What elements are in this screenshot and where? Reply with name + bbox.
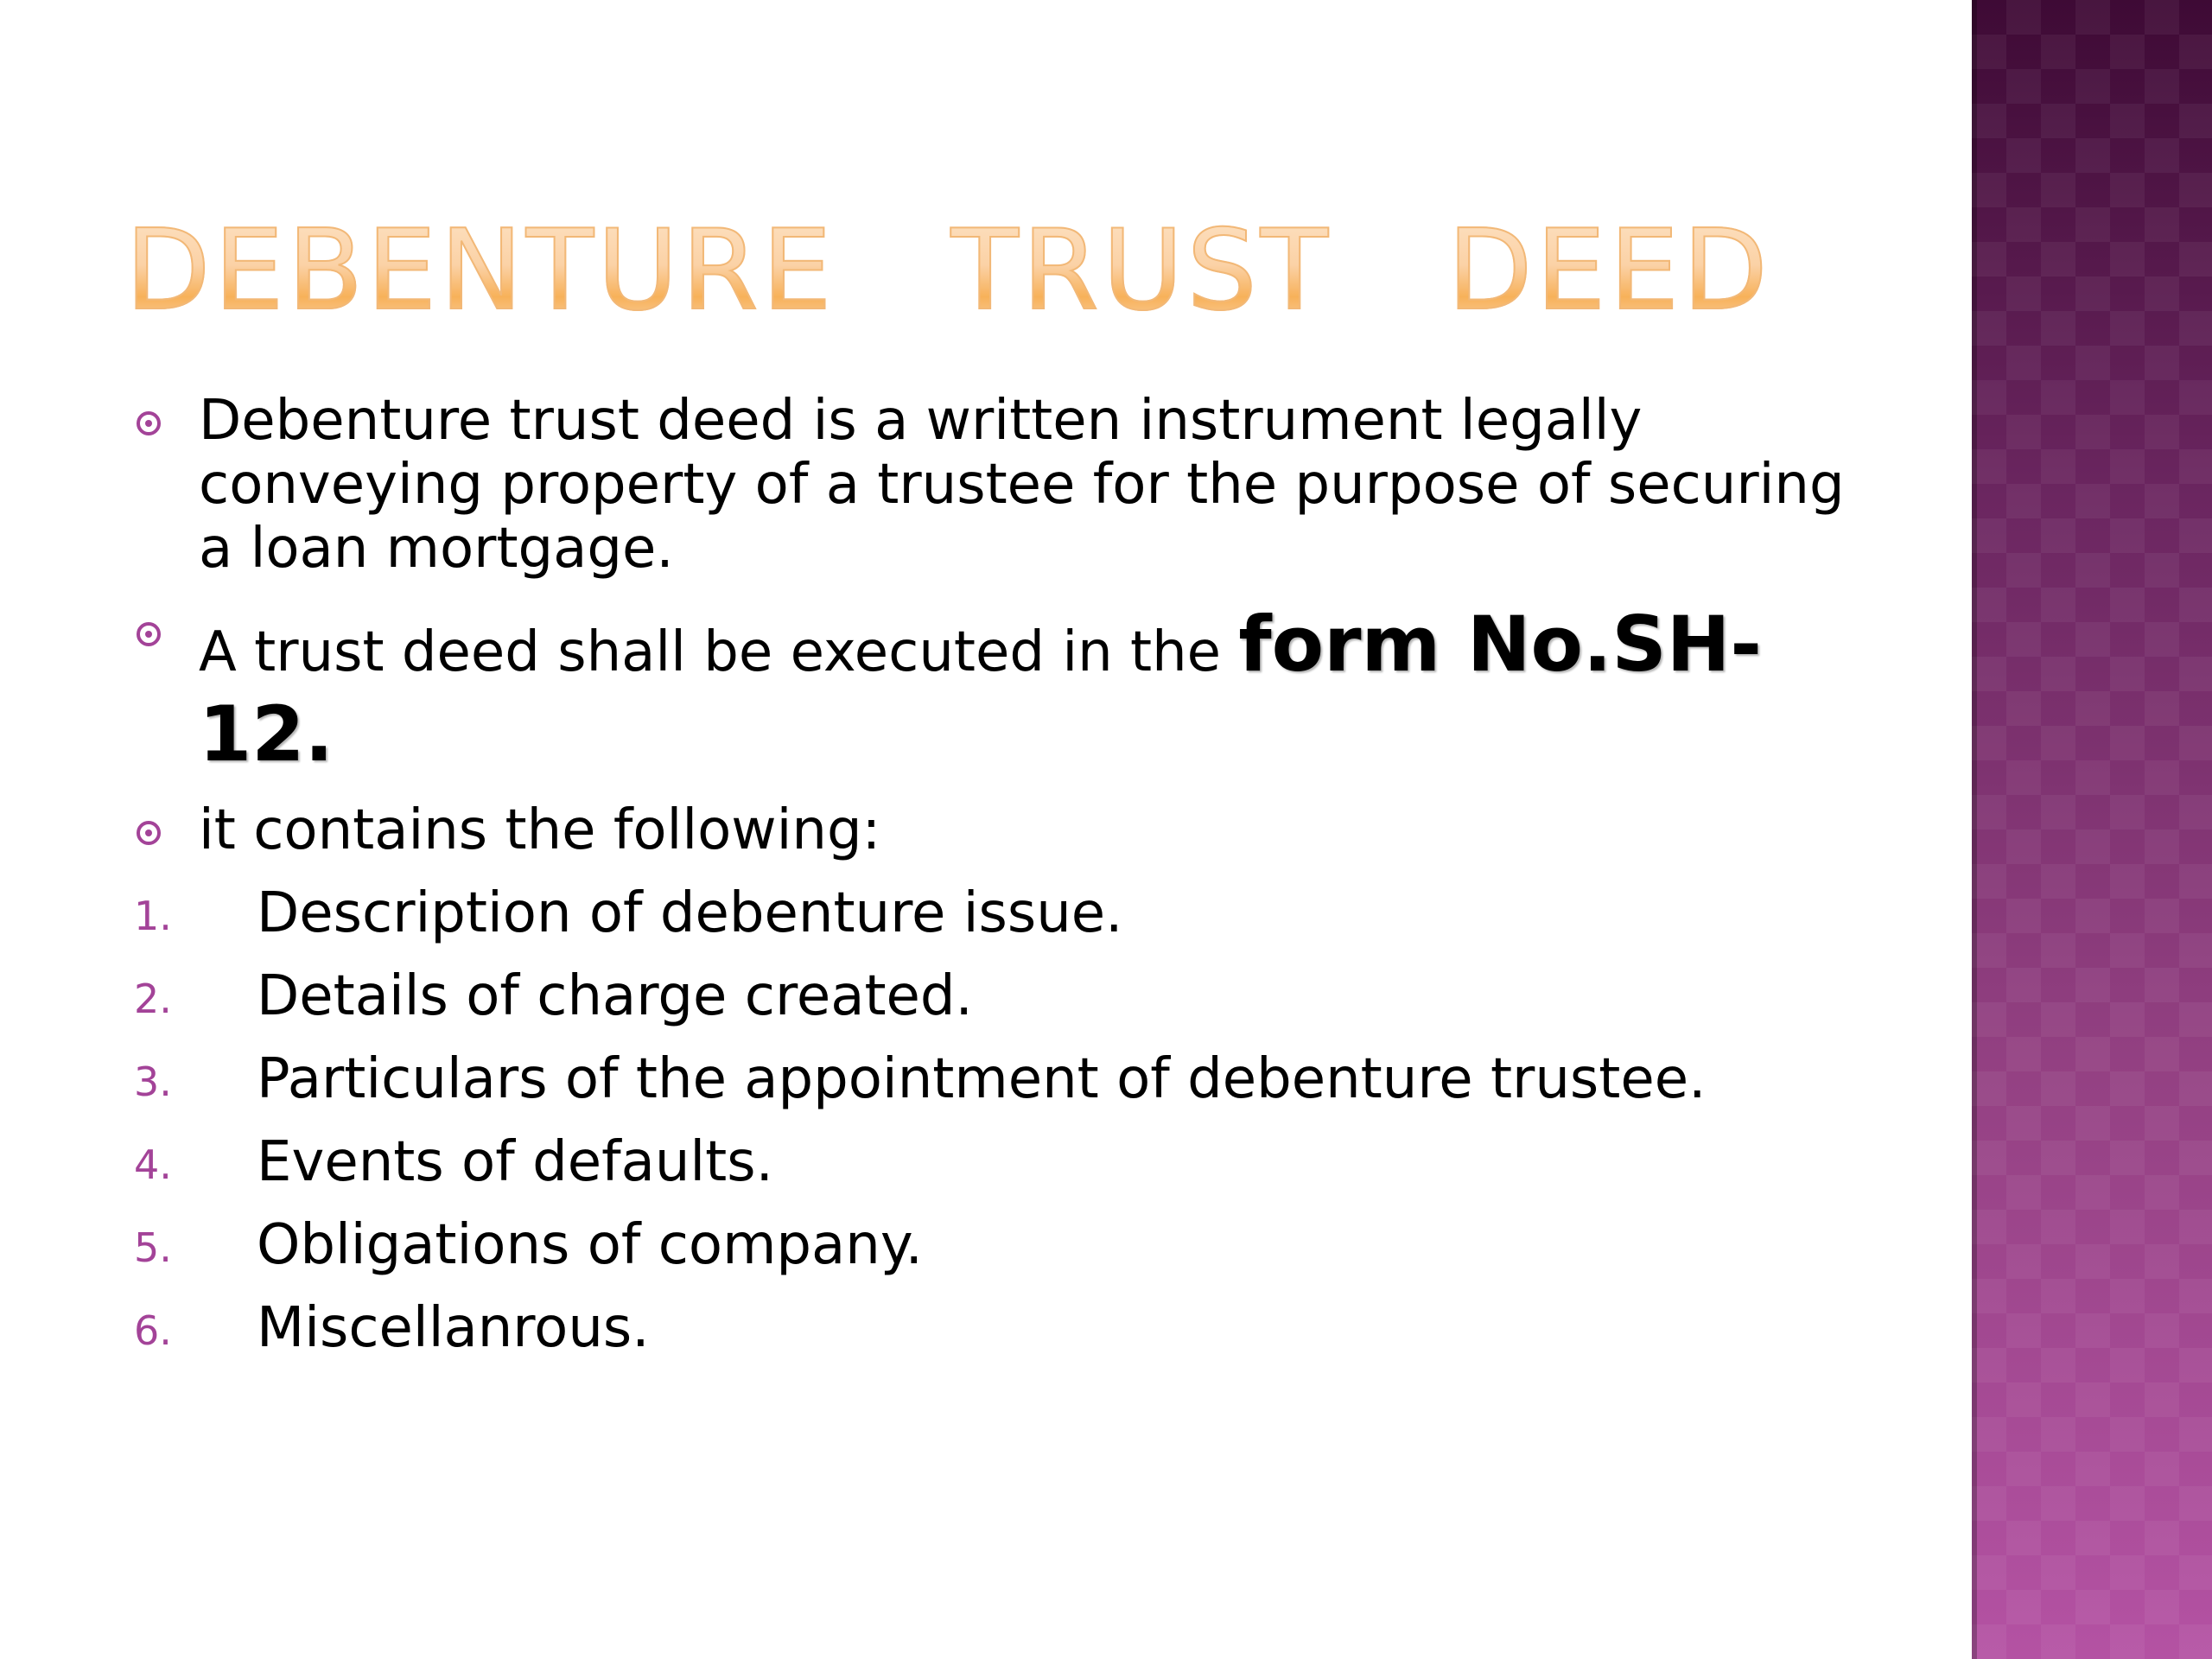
- bullet-text: Debenture trust deed is a written instrument legally conveying property of a trustee for the purpose of securing a loan mortgage.: [199, 389, 1845, 581]
- bullet-item-form: [130, 600, 1892, 779]
- list-number: 5.: [134, 1224, 172, 1271]
- list-number: 3.: [134, 1058, 172, 1105]
- bullet-emphasis-form-number: form No.SH-12.: [199, 600, 1762, 779]
- list-item: [130, 1296, 1892, 1360]
- list-item: [130, 1130, 1892, 1194]
- circled-dot-bullet-icon: [137, 411, 161, 435]
- slide-content: [130, 389, 1892, 1379]
- list-item-text: Particulars of the appointment of debenture trustee.: [257, 1047, 1707, 1111]
- list-item-text: Events of defaults.: [257, 1130, 773, 1194]
- bullet-item-contents: [130, 798, 1892, 862]
- decorative-side-band: [1972, 0, 2212, 1659]
- list-number: 1.: [134, 893, 172, 939]
- list-item-text: Obligations of company.: [257, 1213, 923, 1277]
- bullet-list: [130, 389, 1892, 862]
- list-item-text: Description of debenture issue.: [257, 881, 1123, 945]
- list-number: 4.: [134, 1141, 172, 1188]
- numbered-list: [130, 881, 1892, 1360]
- circled-dot-bullet-icon: [137, 622, 161, 646]
- bullet-text: A trust deed shall be executed in the: [199, 620, 1239, 684]
- circled-dot-bullet-icon: [137, 821, 161, 845]
- list-number: 2.: [134, 976, 172, 1022]
- list-item: [130, 881, 1892, 945]
- list-item-text: Details of charge created.: [257, 964, 973, 1028]
- list-item-text: Miscellanrous.: [257, 1296, 650, 1360]
- bullet-text: it contains the following:: [199, 798, 881, 862]
- slide-title: DEBENTURE TRUST DEED: [125, 207, 1771, 335]
- list-item: [130, 1213, 1892, 1277]
- list-item: [130, 964, 1892, 1028]
- list-number: 6.: [134, 1307, 172, 1354]
- bullet-item-definition: [130, 389, 1892, 581]
- list-item: [130, 1047, 1892, 1111]
